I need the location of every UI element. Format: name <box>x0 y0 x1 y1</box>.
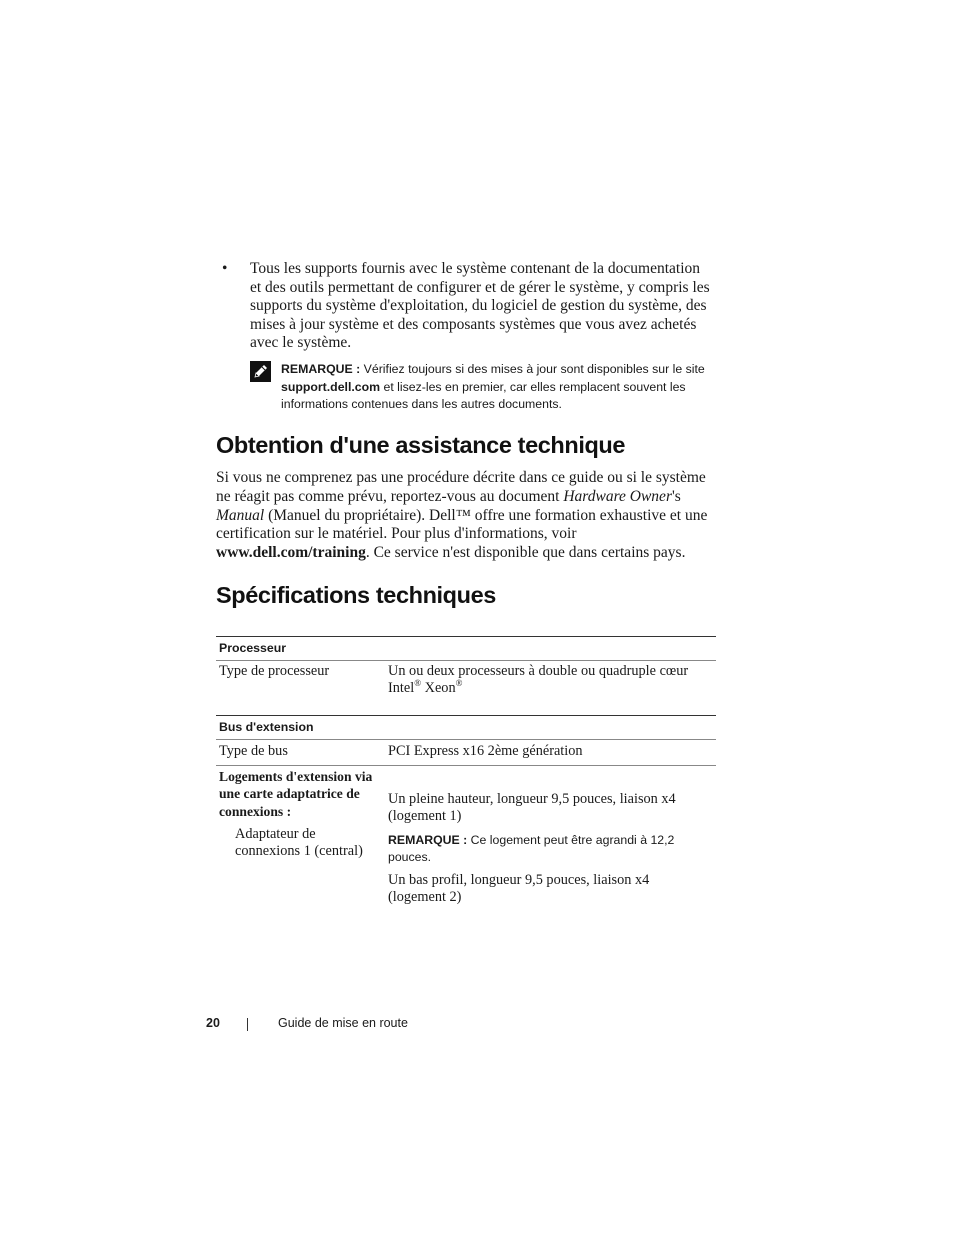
assist-p3: . Ce service n'est disponible que dans certains pays. <box>365 544 686 562</box>
note-text-after: et lisez-les en premier, car elles remplacent souvent les informations contenues dans les autres documents. <box>281 379 686 412</box>
registered-mark-xeon: ® <box>455 678 463 689</box>
note-remark <box>250 361 720 414</box>
section-title-expansion: Bus d'extension <box>219 720 314 734</box>
section-header-processor <box>216 636 716 661</box>
row-divider <box>216 765 716 766</box>
manual-title-1: Hardware Owner <box>563 487 672 505</box>
heading-specs: Spécifications techniques <box>216 582 496 608</box>
assistance-paragraph <box>216 469 716 563</box>
footer-title: Guide de mise en route <box>278 1016 408 1030</box>
expansion-slots-label: Logements d'extension via une carte adaptatrice de connexions : <box>219 769 373 819</box>
processor-xeon: Xeon <box>421 680 456 697</box>
assist-p2: (Manuel du propriétaire). Dell™ offre une formation exhaustive et une certification sur le matériel. Pour plus d'informations, voir <box>216 506 708 543</box>
adapter-label: Adaptateur de connexions 1 (central) <box>235 826 363 860</box>
note-body <box>281 361 720 414</box>
manual-apostrophe: 's <box>671 487 681 505</box>
training-link[interactable]: www.dell.com/training <box>216 544 366 562</box>
slot-note-label: REMARQUE : <box>388 833 468 847</box>
slot2-value: Un bas profil, longueur 9,5 pouces, liaison x4 (logement 2) <box>388 872 650 906</box>
footer-separator <box>247 1018 248 1031</box>
section-header-expansion <box>216 715 716 740</box>
slot-note <box>388 832 706 867</box>
support-link[interactable]: support.dell.com <box>281 379 381 394</box>
bullet-symbol: • <box>222 260 228 277</box>
bullet-item <box>222 260 714 353</box>
bus-type-value: PCI Express x16 2ème génération <box>388 743 583 759</box>
processor-value-line1: Un ou deux processeurs à double ou quadruple cœur <box>388 663 689 679</box>
bullet-text: Tous les supports fournis avec le système contenant de la documentation et des outils permettant de configurer et de gérer le système, y compris les supports du système d'exploitation, du logiciel de gestion du système, des mises à jour système et des composants systèmes que vous avez achetés avec le système. <box>250 260 710 352</box>
page-number: 20 <box>206 1016 220 1030</box>
processor-intel: Intel <box>388 680 415 697</box>
pencil-note-icon <box>250 361 271 382</box>
bus-type-label: Type de bus <box>219 743 288 759</box>
note-text-before: Vérifiez toujours si des mises à jour sont disponibles sur le site <box>360 362 705 376</box>
processor-type-label: Type de processeur <box>219 663 330 679</box>
manual-title-2: Manual <box>216 506 265 524</box>
slot1-value: Un pleine hauteur, longueur 9,5 pouces, liaison x4 (logement 1) <box>388 791 676 825</box>
heading-assistance: Obtention d'une assistance technique <box>216 432 626 458</box>
slot-note-text: Ce logement peut être agrandi à 12,2 pouces. <box>388 833 675 865</box>
assist-p1: Si vous ne comprenez pas une procédure décrite dans ce guide ou si le système ne réagit pas comme prévu, reportez-vous au document <box>216 469 706 505</box>
section-title-processor: Processeur <box>219 641 286 655</box>
registered-mark-intel: ® <box>414 678 422 689</box>
note-label: REMARQUE : <box>281 362 361 376</box>
processor-type-value <box>388 663 688 698</box>
